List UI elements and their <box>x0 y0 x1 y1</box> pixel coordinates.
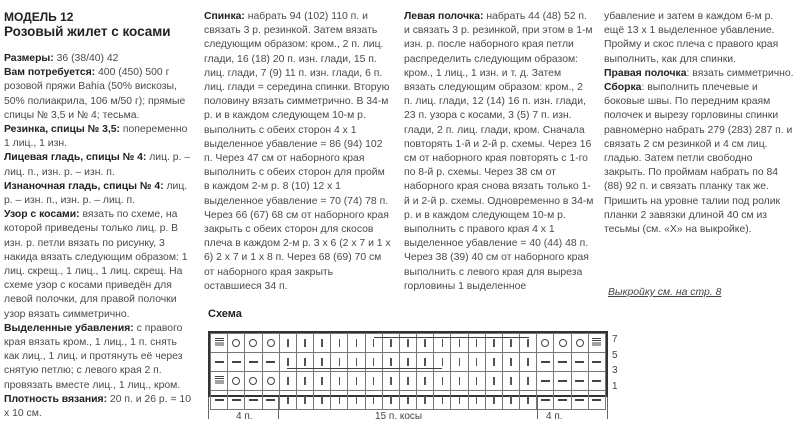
purl-symbol-icon <box>558 399 567 401</box>
knit-symbol-icon <box>476 396 478 404</box>
column-3-paragraphs <box>404 10 594 294</box>
paragraph-text: набрать 44 (48) 52 п. и связать 3 р. резинкой, при этом в 1-м изн. р. после наборного края петли распределить следующим образом: кром., 1 лиц., 1 изн. и т. д. Затем вязать следующим образом: кром., 2 п. лиц. глади, 12 (14) 16 п. изн. глади, 23 п. узора с косами, 3 (5) 7 п. изн. глади, 2 п. лиц. глади, кром. Сначала повторять 1-й и 2-й р. схемы. Через 16 см от наборного края повторять с 1-го по 8-й р. схемы. Через 38 см от наборного края снова вязать только 1-й и 2-й р. схемы. Одновременно в 34-м р. и в каждом следующем 10-м р. выполнить с правого края 4 х 1 выделенное убавление = 40 (44) 48 п. Через 38 (39) 40 см от наборного края выполнить с левого края для выреза горловины 1 выделенное <box>404 11 594 292</box>
knit-symbol-icon <box>442 396 444 404</box>
chart-cell <box>434 391 451 410</box>
chart-cell <box>279 372 296 391</box>
chart-cell <box>211 391 228 410</box>
paragraph <box>4 52 194 66</box>
chart-cell <box>485 391 502 410</box>
paragraph <box>4 208 194 322</box>
knit-symbol-icon <box>493 396 495 404</box>
chart-row-number: 1 <box>612 380 618 392</box>
yarn-over-symbol-icon <box>267 377 275 385</box>
yarn-over-symbol-icon <box>559 339 567 347</box>
purl-symbol-icon <box>215 399 224 401</box>
knit-symbol-icon <box>287 377 289 385</box>
column-4 <box>604 10 794 237</box>
paragraph-heading: Лицевая гладь, спицы № 4: <box>4 152 147 164</box>
cable-cross-line <box>374 337 529 338</box>
paragraph <box>4 151 194 179</box>
purl-symbol-icon <box>541 399 550 401</box>
chart-cell <box>571 334 588 353</box>
chart-cell <box>451 353 468 372</box>
purl-symbol-icon <box>575 399 584 401</box>
knit-symbol-icon <box>373 358 375 366</box>
chart-cell <box>520 353 537 372</box>
chart-cell <box>571 391 588 410</box>
paragraph <box>4 393 194 421</box>
yarn-over-symbol-icon <box>576 339 584 347</box>
purl-symbol-icon <box>558 361 567 363</box>
knit-symbol-icon <box>476 339 478 347</box>
chart-cell <box>554 353 571 372</box>
knit-symbol-icon <box>287 396 289 404</box>
chart-cell <box>588 334 605 353</box>
knit-symbol-icon <box>459 339 461 347</box>
column-2-paragraphs <box>204 10 392 294</box>
knit-symbol-icon <box>510 396 512 404</box>
chart-cell <box>571 372 588 391</box>
chart-row <box>211 391 606 410</box>
knit-symbol-icon <box>442 339 444 347</box>
knit-symbol-icon <box>304 396 306 404</box>
chart-cell <box>537 334 554 353</box>
chart-cell <box>348 391 365 410</box>
knit-symbol-icon <box>510 339 512 347</box>
paragraph-heading: Резинка, спицы № 3,5: <box>4 124 120 136</box>
chart-cell <box>468 391 485 410</box>
paragraph <box>4 66 194 123</box>
paragraph-heading: Плотность вязания: <box>4 393 108 405</box>
chart-cell <box>211 372 228 391</box>
knit-symbol-icon <box>493 358 495 366</box>
paragraph-text: : выполнить плечевые и боковые швы. По передним краям полочек и вырезу горловины спинки равномерно набрать 279 (283) 287 п. и связать 2 см резинкой и 4 см лиц. гладью. Затем петли свободно закрыть. По проймам набрать по 84 (88) 92 п. и связать планку так же. Пришить на уровне талии под ролик планки 2 завязки длиной 40 см из тесьмы (см. «Х» на выкройке). <box>604 82 793 236</box>
knitting-chart <box>208 331 608 397</box>
knit-symbol-icon <box>287 358 289 366</box>
purl-symbol-icon <box>592 399 601 401</box>
paragraph-text: : вязать симметрично. <box>686 67 794 79</box>
triple-yarn-over-symbol-icon <box>215 376 224 385</box>
knit-symbol-icon <box>373 377 375 385</box>
chart-cell <box>434 372 451 391</box>
knit-symbol-icon <box>321 377 323 385</box>
chart-cell <box>228 353 245 372</box>
chart-cell <box>399 391 416 410</box>
knit-symbol-icon <box>373 396 375 404</box>
triple-yarn-over-symbol-icon <box>215 338 224 347</box>
paragraph-heading: Выделенные убавления: <box>4 322 134 334</box>
chart-cell <box>245 391 262 410</box>
paragraph-text: попеременно 1 лиц., 1 изн. <box>4 124 188 150</box>
chart-cell <box>468 353 485 372</box>
column-1-paragraphs <box>4 52 194 421</box>
chart-cell <box>228 391 245 410</box>
knit-symbol-icon <box>527 396 529 404</box>
paragraph <box>604 10 794 67</box>
column-4-paragraphs <box>604 10 794 237</box>
chart-cell <box>537 391 554 410</box>
paragraph-heading: Левая полочка: <box>404 11 484 22</box>
paragraph-text: лиц. р. – изн. п., изн. р. – лиц. п. <box>4 180 188 207</box>
paragraph-heading: Изнаночная гладь, спицы № 4: <box>4 180 164 192</box>
chart-cell <box>451 391 468 410</box>
chart-row-number: 3 <box>612 365 618 376</box>
chart-cell <box>331 372 348 391</box>
knit-symbol-icon <box>321 358 323 366</box>
chart-cell <box>365 391 382 410</box>
knit-symbol-icon <box>442 358 444 366</box>
paragraph-text: лиц. р. – лиц. п., изн. р. – изн. п. <box>4 152 191 178</box>
paragraph-text: 36 (38/40) 42 <box>53 53 119 64</box>
paragraph-text: 400 (450) 500 г розовой пряжи Bahia (50% вискозы, 50% полиакрила, 106 м/50 г); прямые спицы № 3,5 и № 4; тесьма. <box>4 67 186 121</box>
knit-symbol-icon <box>459 377 461 385</box>
chart-cell <box>331 391 348 410</box>
knit-symbol-icon <box>304 339 306 347</box>
chart-cell <box>588 391 605 410</box>
chart-cell <box>537 372 554 391</box>
knit-symbol-icon <box>424 396 426 404</box>
knit-symbol-icon <box>339 358 341 366</box>
chart-cell <box>468 372 485 391</box>
purl-symbol-icon <box>558 380 567 382</box>
chart-row <box>211 372 606 391</box>
model-number: МОДЕЛЬ 12 <box>4 10 74 24</box>
purl-symbol-icon <box>232 399 241 401</box>
chart-cell <box>365 372 382 391</box>
purl-symbol-icon <box>575 361 584 363</box>
purl-symbol-icon <box>249 361 258 363</box>
chart-grid <box>210 333 606 410</box>
purl-symbol-icon <box>232 361 241 363</box>
paragraph <box>604 67 794 81</box>
chart-cell <box>537 353 554 372</box>
knit-symbol-icon <box>527 377 529 385</box>
dimension-tick <box>278 397 279 419</box>
knit-symbol-icon <box>424 339 426 347</box>
paragraph-heading: Вам потребуется: <box>4 67 96 79</box>
chart-cell <box>588 353 605 372</box>
chart-cell <box>211 334 228 353</box>
column-2 <box>204 10 392 294</box>
knit-symbol-icon <box>339 339 341 347</box>
dimension-left: 4 п. <box>236 411 253 422</box>
dimension-tick <box>607 397 608 419</box>
paragraph-heading: Сборка <box>604 82 642 94</box>
knit-symbol-icon <box>407 396 409 404</box>
purl-symbol-icon <box>575 380 584 382</box>
purl-symbol-icon <box>249 399 258 401</box>
chart-cell <box>485 353 502 372</box>
chart-cell <box>520 372 537 391</box>
dimension-center: 15 п. косы <box>375 411 423 422</box>
paragraph-heading: Размеры: <box>4 53 54 64</box>
purl-symbol-icon <box>592 380 601 382</box>
knit-symbol-icon <box>424 377 426 385</box>
purl-symbol-icon <box>541 380 550 382</box>
triple-yarn-over-symbol-icon <box>592 338 601 347</box>
knit-symbol-icon <box>493 377 495 385</box>
knit-symbol-icon <box>390 396 392 404</box>
paragraph <box>4 322 194 393</box>
paragraph <box>204 10 392 294</box>
knit-symbol-icon <box>321 396 323 404</box>
dimension-tick <box>208 397 209 419</box>
paragraph-text: вязать по схеме, на которой приведены только лиц. р. В изн. р. петли вязать по рисунку, 3 накида вязать следующим образом: 1 лиц. скрещ., 1 лиц., 1 лиц. скрещ. На схеме узор с косами приведён для левой полочки, для правой полочки узор вязать симметрично. <box>4 209 188 320</box>
purl-symbol-icon <box>266 361 275 363</box>
chart-row-number: 5 <box>612 349 618 361</box>
chart-cell <box>245 334 262 353</box>
pattern-page-link[interactable]: Выкройку см. на стр. 8 <box>608 287 722 298</box>
knit-symbol-icon <box>356 396 358 404</box>
chart-cell <box>502 353 519 372</box>
chart-cell <box>331 334 348 353</box>
knit-symbol-icon <box>321 339 323 347</box>
knit-symbol-icon <box>356 358 358 366</box>
knit-symbol-icon <box>356 339 358 347</box>
chart-cell <box>417 372 434 391</box>
scheme-title: Схема <box>208 308 242 320</box>
yarn-over-symbol-icon <box>249 377 257 385</box>
knit-symbol-icon <box>510 377 512 385</box>
knit-symbol-icon <box>476 377 478 385</box>
chart-cell <box>451 372 468 391</box>
chart-cell <box>314 372 331 391</box>
knit-symbol-icon <box>527 358 529 366</box>
paragraph-heading: Спинка: <box>204 11 245 22</box>
knit-symbol-icon <box>407 377 409 385</box>
chart-cell <box>296 391 313 410</box>
column-1 <box>4 10 194 421</box>
paragraph <box>404 10 594 294</box>
chart-cell <box>348 372 365 391</box>
knit-symbol-icon <box>493 339 495 347</box>
chart-cell <box>245 353 262 372</box>
chart-cell <box>279 391 296 410</box>
knit-symbol-icon <box>390 358 392 366</box>
chart-cell <box>228 334 245 353</box>
chart-cell <box>348 334 365 353</box>
paragraph <box>4 180 194 208</box>
knit-symbol-icon <box>476 358 478 366</box>
yarn-over-symbol-icon <box>541 339 549 347</box>
knit-symbol-icon <box>527 339 529 347</box>
chart-cell <box>382 391 399 410</box>
chart-cell <box>417 391 434 410</box>
chart-cell <box>262 353 279 372</box>
cable-cross-line <box>287 368 442 369</box>
paragraph-text: убавление и затем в каждом 6-м р. ещё 13 х 1 выделенное убавление. Пройму и скос плеча с правого края выполнить, как для спинки. <box>604 11 779 65</box>
chart-cell <box>296 334 313 353</box>
knit-symbol-icon <box>459 358 461 366</box>
purl-symbol-icon <box>592 361 601 363</box>
knit-symbol-icon <box>510 358 512 366</box>
paragraph <box>604 81 794 237</box>
yarn-over-symbol-icon <box>232 377 240 385</box>
knit-symbol-icon <box>407 339 409 347</box>
dimension-right: 4 п. <box>546 411 563 422</box>
knit-symbol-icon <box>339 396 341 404</box>
chart-cell <box>554 334 571 353</box>
purl-symbol-icon <box>266 399 275 401</box>
knit-symbol-icon <box>390 377 392 385</box>
purl-symbol-icon <box>215 361 224 363</box>
paragraph-text: с правого края вязать кром., 1 лиц., 1 п. снять как лиц., 1 лиц. и протянуть её через снятую петлю; с левого края 2 п. провязать вместе лиц., 1 лиц., кром. <box>4 322 183 391</box>
column-3 <box>404 10 594 294</box>
paragraph-heading: Узор с косами: <box>4 209 80 221</box>
chart-cell <box>279 334 296 353</box>
chart-cell <box>262 391 279 410</box>
page-title: Розовый жилет с косами <box>4 24 171 39</box>
knit-symbol-icon <box>356 377 358 385</box>
yarn-over-symbol-icon <box>267 339 275 347</box>
chart-cell <box>485 372 502 391</box>
chart-cell <box>211 353 228 372</box>
paragraph-text: 20 п. и 26 р. = 10 х 10 см. <box>4 393 191 420</box>
knit-symbol-icon <box>373 339 375 347</box>
knit-symbol-icon <box>304 377 306 385</box>
purl-symbol-icon <box>541 361 550 363</box>
knit-symbol-icon <box>339 377 341 385</box>
knit-symbol-icon <box>304 358 306 366</box>
paragraph <box>4 123 194 151</box>
chart-cell <box>262 334 279 353</box>
chart-cell <box>262 372 279 391</box>
chart-cell <box>554 391 571 410</box>
chart-cell <box>502 391 519 410</box>
chart-cell <box>245 372 262 391</box>
dimension-tick <box>537 397 538 419</box>
knit-symbol-icon <box>424 358 426 366</box>
chart-cell <box>571 353 588 372</box>
chart-cell <box>399 372 416 391</box>
chart-cell <box>296 372 313 391</box>
chart-cell <box>314 334 331 353</box>
yarn-over-symbol-icon <box>249 339 257 347</box>
paragraph-heading: Правая полочка <box>604 67 687 79</box>
chart-cell <box>314 391 331 410</box>
chart-cell <box>588 372 605 391</box>
yarn-over-symbol-icon <box>232 339 240 347</box>
knit-symbol-icon <box>442 377 444 385</box>
knit-symbol-icon <box>287 339 289 347</box>
chart-cell <box>228 372 245 391</box>
chart-cell <box>502 372 519 391</box>
chart-cell <box>520 391 537 410</box>
chart-row-number: 7 <box>612 334 618 345</box>
knit-symbol-icon <box>407 358 409 366</box>
chart-cell <box>382 372 399 391</box>
knit-symbol-icon <box>459 396 461 404</box>
chart-cell <box>554 372 571 391</box>
paragraph-text: набрать 94 (102) 110 п. и связать 3 р. резинкой. Затем вязать следующим образом: кром., 2 п. лиц. глади, 16 (18) 20 п. изн. глади, 15 п. лиц. глади, 7 (9) 11 п. изн. глади, 6 п. лиц. глади = середина спинки. Вторую половину вязать симметрично. В 34-м р. и в каждом следующем 10-м р. выполнить с обеих сторон 4 х 1 выделенное убавление = 86 (94) 102 п. Через 47 см от наборного края выполнить с обеих сторон для пройм в каждом 2-м р. 8 (10) 12 х 1 выделенное убавление = 70 (74) 78 п. Через 66 (67) 68 см от наборного края закрыть с обеих сторон для скосов плеча в каждом 2-м р. 3 х 6 (2 х 7 и 1 х 6) 2 х 7 и 1 х 8 п. Через 68 (69) 70 см от наборного края закрыть оставшиеся 34 п. <box>204 11 391 292</box>
knit-symbol-icon <box>390 339 392 347</box>
